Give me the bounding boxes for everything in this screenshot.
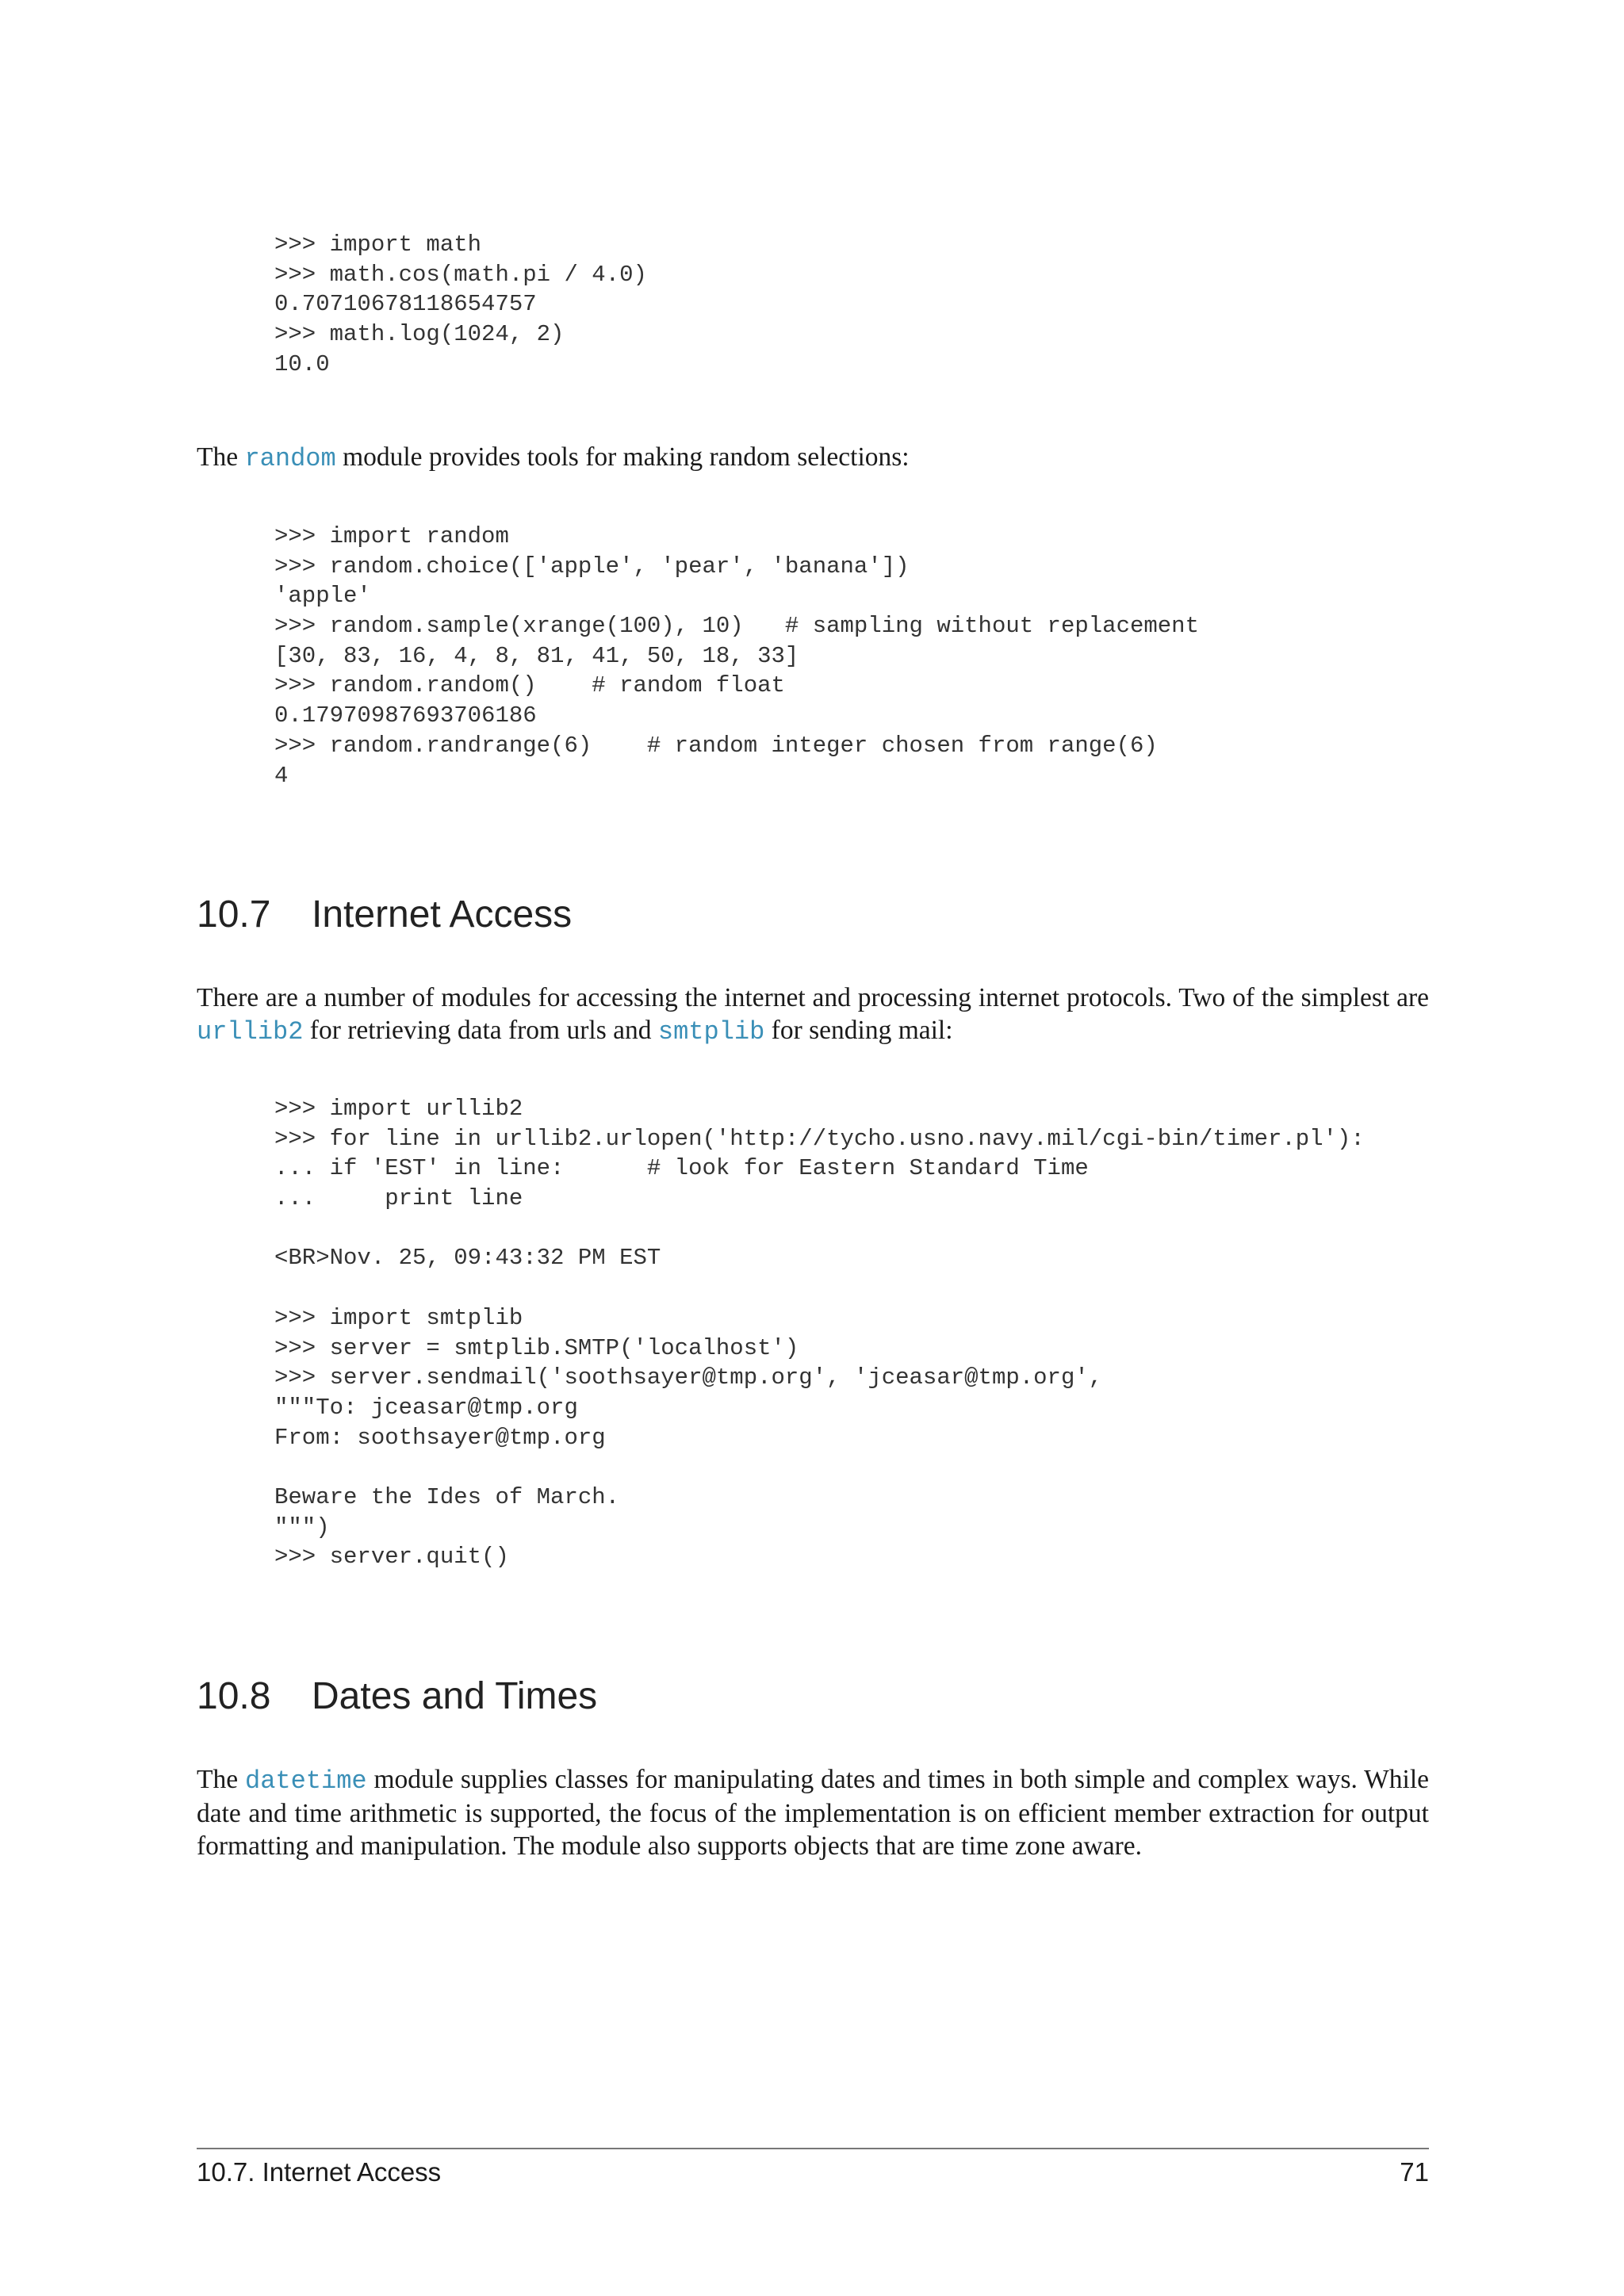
code-line: """) <box>274 1513 330 1540</box>
paragraph-text: There are a number of modules for accessing the internet and processing internet protocols. Two of the simplest are <box>197 983 1429 1012</box>
code-line: >>> server = smtplib.SMTP('localhost') <box>274 1334 799 1361</box>
paragraph-text: The <box>197 1765 245 1794</box>
code-line <box>274 1452 1365 1483</box>
paragraph-text: for retrieving data from urls and <box>303 1016 658 1045</box>
code-line: >>> server.sendmail('soothsayer@tmp.org', 'jceasar@tmp.org', <box>274 1364 1103 1391</box>
paragraph-text: module supplies classes for manipulating dates and times in both simple and complex ways. While date and time arithmetic is supported, the focus of the implementation is on efficient member extraction for output formatting and manipulation. The module also supports objects that are time zone aware. <box>197 1765 1429 1861</box>
code-line: >>> import math <box>274 232 482 258</box>
code-line: >>> math.cos(math.pi / 4.0) <box>274 261 647 288</box>
code-block-random <box>274 522 1199 790</box>
code-line: >>> server.quit() <box>274 1544 509 1571</box>
paragraph-text: module provides tools for making random selections: <box>335 442 910 472</box>
code-line: >>> random.choice(['apple', 'pear', 'banana']) <box>274 553 910 580</box>
section-heading-dates-and-times <box>197 1674 597 1718</box>
code-line: 0.70710678118654757 <box>274 291 537 318</box>
code-line: 'apple' <box>274 583 371 610</box>
module-link-random[interactable]: random <box>244 444 336 473</box>
module-link-smtplib[interactable]: smtplib <box>657 1017 765 1047</box>
paragraph-dates <box>197 1763 1429 1862</box>
code-line: >>> random.randrange(6) # random integer chosen from range(6) <box>274 732 1158 759</box>
code-line: From: soothsayer@tmp.org <box>274 1424 606 1451</box>
code-line: >>> import urllib2 <box>274 1096 523 1122</box>
code-line: 4 <box>274 762 289 789</box>
footer-section-title: 10.7. Internet Access <box>197 2157 442 2187</box>
code-line: >>> for line in urllib2.urlopen('http://tycho.usno.navy.mil/cgi-bin/timer.pl'): <box>274 1125 1365 1152</box>
paragraph-internet <box>197 982 1429 1048</box>
code-line <box>274 1273 1365 1303</box>
document-page <box>197 0 1429 2296</box>
code-line: >>> math.log(1024, 2) <box>274 321 565 348</box>
code-line: >>> import smtplib <box>274 1304 523 1331</box>
section-title: Internet Access <box>312 894 573 936</box>
code-line: ... print line <box>274 1185 523 1212</box>
paragraph-text: for sending mail: <box>764 1016 953 1045</box>
module-link-datetime[interactable]: datetime <box>244 1766 367 1796</box>
paragraph-random <box>197 441 1429 475</box>
code-line: <BR>Nov. 25, 09:43:32 PM EST <box>274 1245 661 1272</box>
code-line: >>> random.sample(xrange(100), 10) # sampling without replacement <box>274 613 1199 640</box>
footer-divider <box>197 2148 1429 2149</box>
code-line: ... if 'EST' in line: # look for Eastern Standard Time <box>274 1155 1089 1182</box>
section-heading-internet-access <box>197 893 572 936</box>
section-title: Dates and Times <box>312 1675 598 1717</box>
code-line: >>> import random <box>274 523 509 549</box>
section-number: 10.7 <box>197 894 271 936</box>
code-line: 0.17970987693706186 <box>274 702 537 729</box>
code-block-math <box>274 230 647 379</box>
section-number: 10.8 <box>197 1675 271 1717</box>
code-line: >>> random.random() # random float <box>274 672 785 699</box>
code-line: Beware the Ides of March. <box>274 1483 620 1510</box>
code-line: [30, 83, 16, 4, 8, 81, 41, 50, 18, 33] <box>274 642 799 669</box>
code-line: 10.0 <box>274 350 330 377</box>
footer-page-number: 71 <box>1400 2157 1429 2187</box>
code-block-internet <box>274 1094 1365 1572</box>
paragraph-text: The <box>197 442 245 472</box>
code-line: """To: jceasar@tmp.org <box>274 1394 578 1421</box>
module-link-urllib2[interactable]: urllib2 <box>197 1017 304 1047</box>
code-line <box>274 1214 1365 1244</box>
